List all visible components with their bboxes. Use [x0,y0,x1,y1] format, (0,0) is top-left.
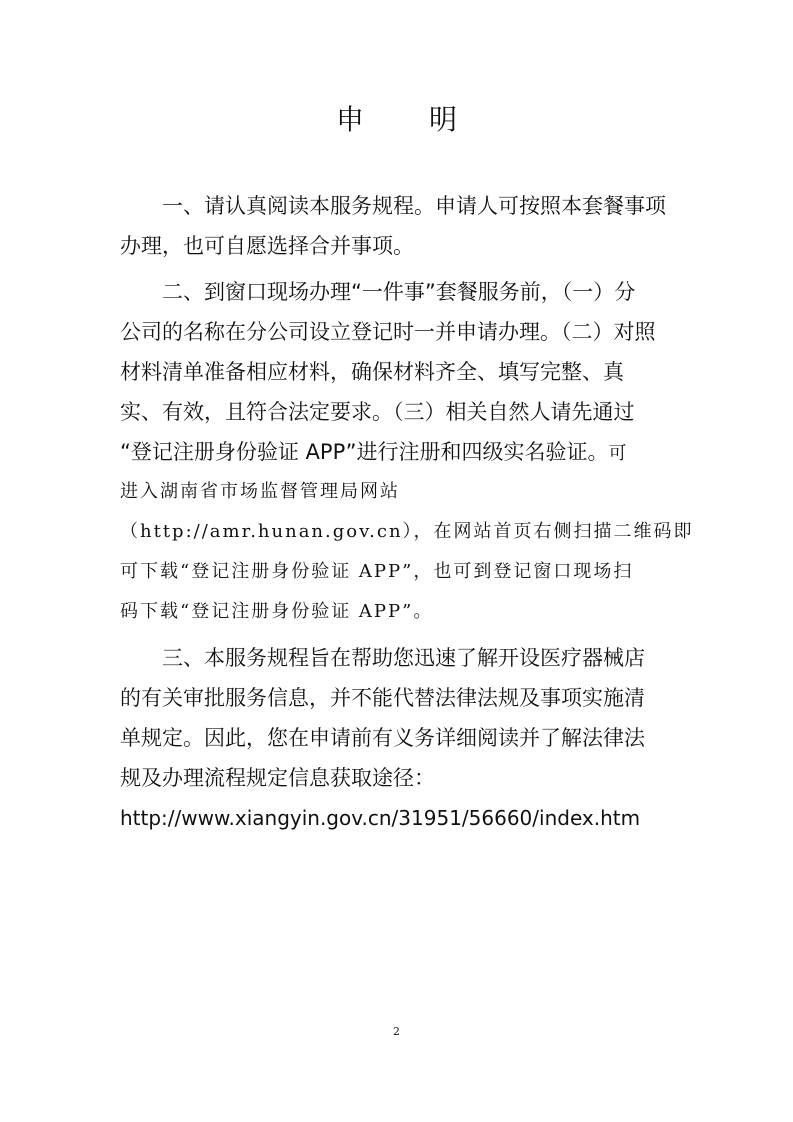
paragraph-3-line-3: 单规定。因此，您在申请前有义务详细阅读并了解法律法 [120,726,645,750]
paragraph-2-line-4: 实、有效，且符合法定要求。（三）相关自然人请先通过 [120,400,635,424]
document-body [120,186,694,838]
paragraph-2-serif-line-2: （http://amr.hunan.gov.cn），在网站首页右侧扫描二维码即 [120,521,694,542]
paragraph-2-serif-line-4: 码下载“登记注册身份验证 APP”。 [120,601,434,622]
paragraph-2-line-5-tail: 可 [608,443,629,464]
paragraph-1-line-1: 一、请认真阅读本服务规程。申请人可按照本套餐事项 [162,194,666,218]
page-number: 2 [393,1025,400,1038]
paragraph-2-line-1: 二、到窗口现场办理“一件事”套餐服务前，（一）分 [162,280,636,304]
paragraph-3-line-1: 三、本服务规程旨在帮助您迅速了解开设医疗器械店 [162,646,645,670]
paragraph-1-line-2: 办理，也可自愿选择合并事项。 [120,234,414,258]
paragraph-2-line-3: 材料清单准备相应材料，确保材料齐全、填写完整、真 [120,360,624,384]
paragraph-3-line-4: 规及办理流程规定信息获取途径： [120,766,435,790]
paragraph-3-line-2: 的有关审批服务信息，并不能代替法律法规及事项实施清 [120,686,645,710]
paragraph-2-line-5 [120,432,680,472]
paragraph-2-line-5-text: “登记注册身份验证 APP”进行注册和四级实名验证。 [120,440,609,464]
paragraph-2-line-2: 公司的名称在分公司设立登记时一并申请办理。（二）对照 [120,320,656,344]
paragraph-2-serif-line-1: 进入湖南省市场监督管理局网站 [120,481,400,502]
page-title: 申 明 [336,103,485,136]
info-url-link[interactable]: http://www.xiangyin.gov.cn/31951/56660/index.htm [120,806,641,830]
paragraph-2-serif-line-3: 可下载“登记注册身份验证 APP”，也可到登记窗口现场扫 [120,561,634,582]
